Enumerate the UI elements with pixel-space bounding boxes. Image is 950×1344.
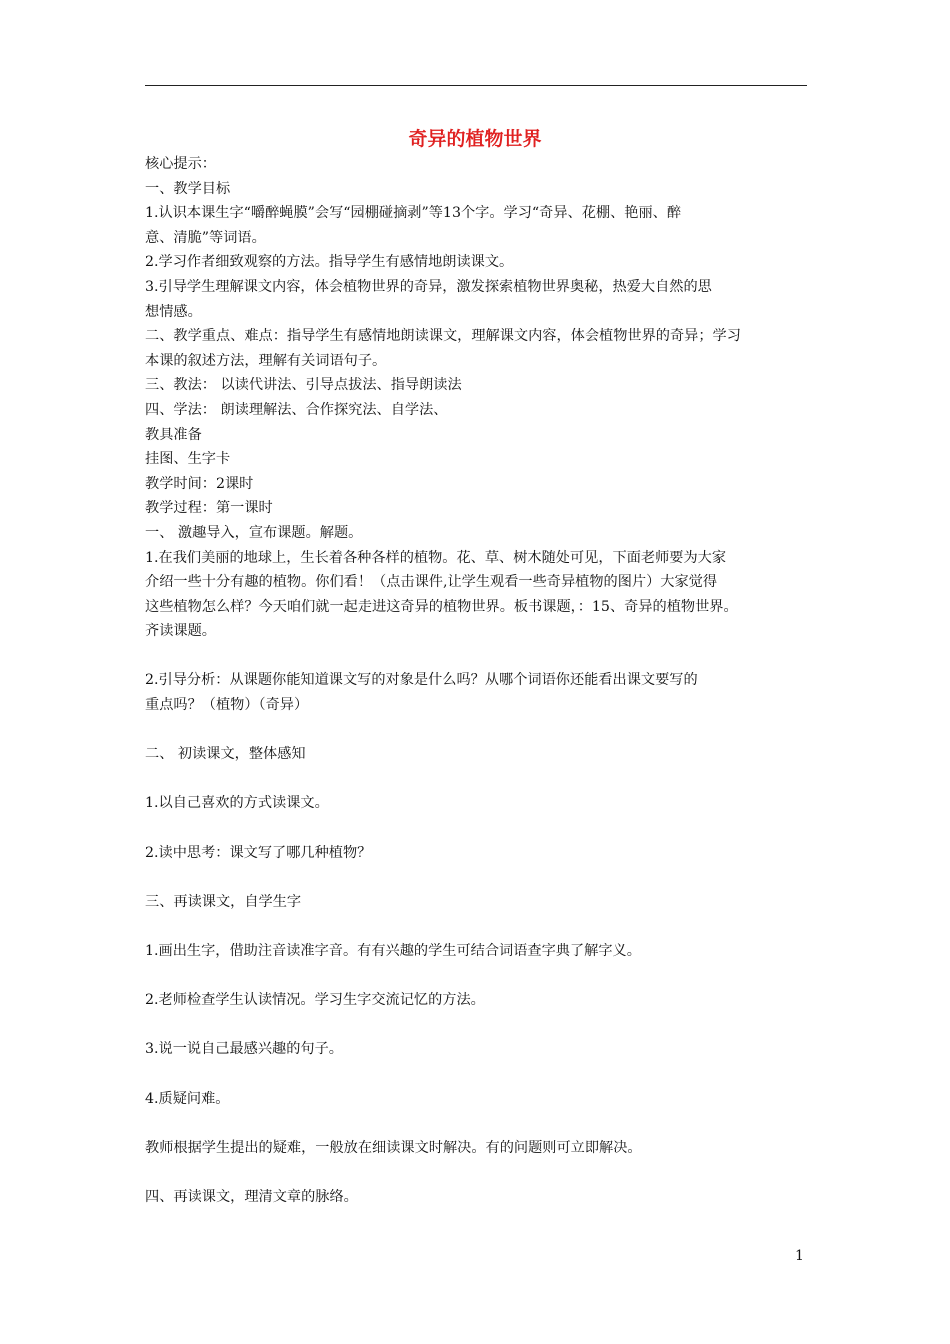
blank-line bbox=[145, 718, 815, 743]
text-line: 教学时间：2课时 bbox=[145, 475, 254, 492]
text-line: 意、清脆”等词语。 bbox=[145, 229, 266, 246]
text-line: 1.画出生字，借助注音读准字音。有有兴趣的学生可结合词语查字典了解字义。 bbox=[145, 943, 641, 959]
blank-line bbox=[145, 816, 815, 841]
text-line: 三、教法： 以读代讲法、引导点拔法、指导朗读法 bbox=[145, 377, 462, 394]
text-line: 教师根据学生提出的疑难，一般放在细读课文时解决。有的问题则可立即解决。 bbox=[145, 1139, 642, 1156]
blank-line bbox=[145, 1062, 815, 1087]
text-line: 4.质疑问难。 bbox=[145, 1090, 230, 1107]
text-line: 2.引导分析：从课题你能知道课文写的对象是什么吗？从哪个词语你还能看出课文要写的 bbox=[145, 672, 698, 689]
text-line: 2.学习作者细致观察的方法。指导学生有感情地朗读课文。 bbox=[145, 254, 514, 271]
text-line: 3.说一说自己最感兴趣的句子。 bbox=[145, 1041, 343, 1058]
text-line: 想情感。 bbox=[145, 303, 202, 320]
text-line: 介绍一些十分有趣的植物。你们看！（点击课件,让学生观看一些奇异植物的图片）大家觉得 bbox=[145, 574, 718, 591]
text-line: 1.在我们美丽的地球上，生长着各种各样的植物。花、草、树木随处可见，下面老师要为大家 bbox=[145, 549, 727, 566]
text-line: 挂图、生字卡 bbox=[145, 451, 231, 468]
text-line: 重点吗？（植物）（奇异） bbox=[145, 697, 309, 714]
text-line: 一、教学目标 bbox=[145, 180, 231, 197]
text-line: 这些植物怎么样？今天咱们就一起走进这奇异的植物世界。板书课题，：15、奇异的植物世界。 bbox=[145, 598, 738, 615]
text-line: 2.老师检查学生认读情况。学习生字交流记忆的方法。 bbox=[145, 992, 485, 1009]
page-number: 1 bbox=[795, 1248, 804, 1264]
text-line: 齐读课题。 bbox=[145, 623, 216, 640]
text-line: 三、再读课文，自学生字 bbox=[145, 893, 302, 910]
blank-line bbox=[145, 914, 815, 939]
blank-line bbox=[145, 865, 815, 890]
blank-line bbox=[145, 964, 815, 989]
text-line: 四、再读课文，理清文章的脉络。 bbox=[145, 1188, 358, 1205]
document-body bbox=[145, 152, 815, 1210]
text-line: 核心提示： bbox=[145, 156, 216, 172]
text-line: 3.引导学生理解课文内容，体会植物世界的奇异，激发探索植物世界奥秘，热爱大自然的思 bbox=[145, 278, 712, 295]
text-line: 一、 激趣导入，宣布课题。解题。 bbox=[145, 524, 363, 541]
text-line: 教学过程：第一课时 bbox=[145, 500, 273, 517]
blank-line bbox=[145, 1013, 815, 1038]
text-line: 二、教学重点、难点：指导学生有感情地朗读课文，理解课文内容，体会植物世界的奇异；学习 bbox=[145, 328, 741, 345]
text-line: 四、学法： 朗读理解法、合作探究法、自学法、 bbox=[145, 401, 448, 418]
text-line: 1.以自己喜欢的方式读课文。 bbox=[145, 795, 329, 812]
document-title: 奇异的植物世界 bbox=[408, 128, 542, 150]
text-line: 二、 初读课文，整体感知 bbox=[145, 746, 306, 763]
blank-line bbox=[145, 767, 815, 792]
text-line: 1.认识本课生字“嚼醉蝇膜”会写“园棚碰摘剥”等13个字。学习“奇异、花棚、艳丽、醉 bbox=[145, 205, 682, 222]
blank-line bbox=[145, 644, 815, 669]
header-rule bbox=[145, 85, 807, 86]
blank-line bbox=[145, 1160, 815, 1185]
blank-line bbox=[145, 1111, 815, 1136]
text-line: 2.读中思考：课文写了哪几种植物？ bbox=[145, 844, 372, 861]
text-line: 教具准备 bbox=[145, 426, 202, 443]
text-line: 本课的叙述方法，理解有关词语句子。 bbox=[145, 352, 387, 369]
